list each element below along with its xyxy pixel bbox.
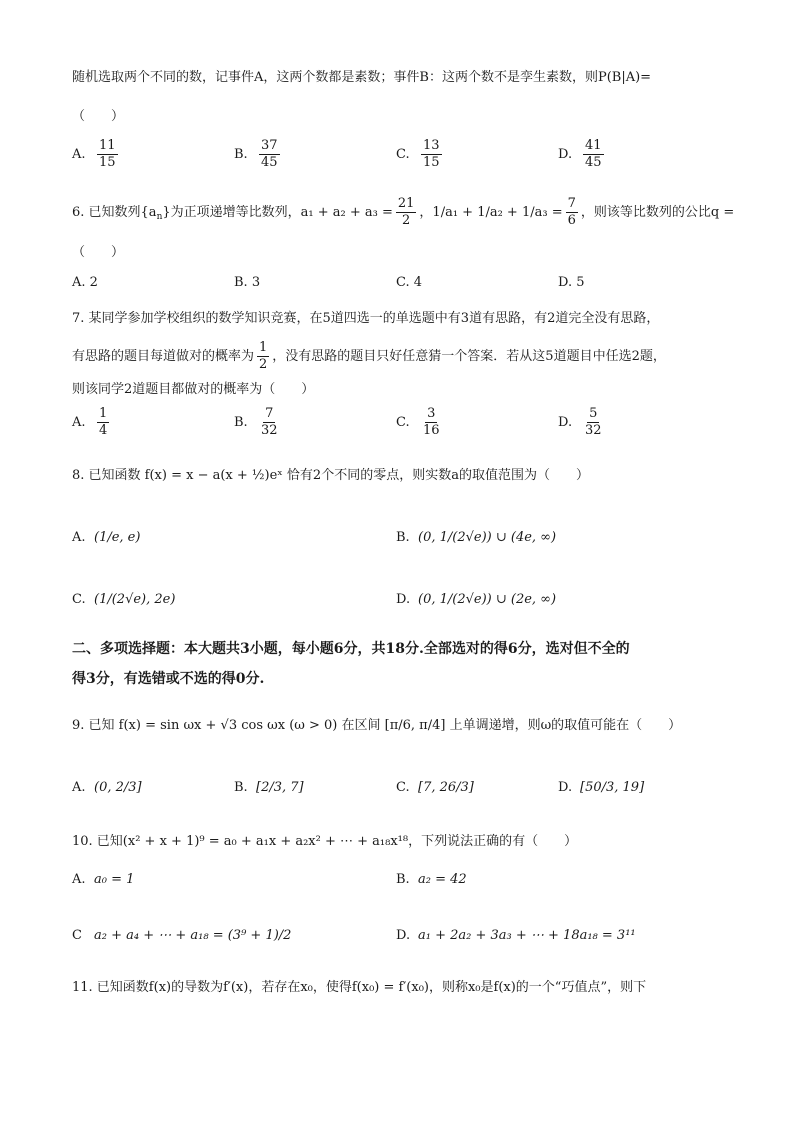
q8-stem-line: 8. 已知函数 f(x) = x − a(x + ½)eˣ 恰有2个不同的零点，则实数a的取值范围为（ ） xyxy=(72,468,589,483)
option-value: 2 xyxy=(89,275,98,290)
option-label: C. xyxy=(396,780,410,795)
q8-option-b[interactable] xyxy=(396,530,556,545)
q5-option-c[interactable] xyxy=(396,138,445,171)
q9-option-b[interactable] xyxy=(234,780,304,795)
q10-stem-line: 10. 已知(x² + x + 1)⁹ = a₀ + a₁x + a₂x² + ⋯ + a₁₈x¹⁸，下列说法正确的有（ ） xyxy=(72,834,578,849)
option-label: B. xyxy=(234,780,248,795)
option-label: C. xyxy=(396,275,410,290)
option-label: B. xyxy=(234,275,248,290)
q7-option-c[interactable] xyxy=(396,406,445,439)
option-label: A. xyxy=(72,415,86,430)
q7-option-b[interactable] xyxy=(234,406,283,439)
option-value: 5 xyxy=(576,275,585,290)
option-label: A. xyxy=(72,275,86,290)
option-expression: a₀ = 1 xyxy=(94,872,135,887)
option-label: D. xyxy=(558,415,573,430)
option-expression: a₁ + 2a₂ + 3a₃ + ⋯ + 18a₁₈ = 3¹¹ xyxy=(418,928,636,943)
option-label: B. xyxy=(396,872,410,887)
option-label: A. xyxy=(72,780,86,795)
q10-option-a[interactable] xyxy=(72,872,134,887)
option-fraction: $\frac{5}{32}$ xyxy=(585,406,602,438)
q8-option-a[interactable] xyxy=(72,530,140,545)
q7-option-a[interactable] xyxy=(72,406,112,439)
option-fraction: $\frac{1}{4}$ xyxy=(99,406,108,438)
q10-option-b[interactable] xyxy=(396,872,467,887)
option-expression: (0, 1/(2√e)) ∪ (2e, ∞) xyxy=(418,592,557,607)
option-expression: (1/e, e) xyxy=(94,530,141,545)
q9-option-d[interactable] xyxy=(558,780,644,795)
option-label: A. xyxy=(72,147,86,162)
option-expression: a₂ = 42 xyxy=(418,872,467,887)
option-label: C. xyxy=(72,592,86,607)
q6-answer-paren: （ ） xyxy=(72,245,125,260)
q9-option-c[interactable] xyxy=(396,780,474,795)
option-fraction: $\frac{3}{16}$ xyxy=(423,406,440,438)
option-fraction: $\frac{13}{15}$ xyxy=(423,138,440,170)
option-fraction: $\frac{41}{45}$ xyxy=(585,138,602,170)
option-value: 4 xyxy=(413,275,423,290)
option-label: A. xyxy=(72,530,86,545)
option-label: B. xyxy=(234,415,248,430)
q9-stem-line: 9. 已知 f(x) = sin ωx + √3 cos ωx (ω > 0) 在区间 [π/6, π/4] 上单调递增，则ω的取值可能在（ ） xyxy=(72,718,682,733)
q5-answer-paren: （ ） xyxy=(72,109,125,124)
option-label: D. xyxy=(558,147,573,162)
option-expression: (0, 1/(2√e)) ∪ (4e, ∞) xyxy=(418,530,557,545)
option-fraction: $\frac{11}{15}$ xyxy=(99,138,116,170)
q5-option-b[interactable] xyxy=(234,138,283,171)
q6-option-b[interactable] xyxy=(234,275,260,290)
q6-option-d[interactable] xyxy=(558,275,585,290)
q8-option-c[interactable] xyxy=(72,592,175,607)
option-label: D. xyxy=(396,592,411,607)
option-expression: [2/3, 7] xyxy=(256,780,304,795)
option-expression: [7, 26/3] xyxy=(418,780,474,795)
q8-option-d[interactable] xyxy=(396,592,556,607)
q5-stem-line: 随机选取两个不同的数，记事件A，这两个数都是素数；事件B：这两个数不是孪生素数，则P(B|A)= xyxy=(72,70,652,85)
option-expression: (1/(2√e), 2e) xyxy=(94,592,176,607)
option-expression: a₂ + a₄ + ⋯ + a₁₈ = (3⁹ + 1)/2 xyxy=(94,928,292,943)
option-expression: [50/3, 19] xyxy=(580,780,645,795)
section-heading-line-1: 二、多项选择题：本大题共3小题，每小题6分，共18分.全部选对的得6分，选对但不全的 xyxy=(72,641,630,657)
option-label: C. xyxy=(396,415,410,430)
q5-option-d[interactable] xyxy=(558,138,607,171)
option-label: B. xyxy=(234,147,248,162)
option-expression: (0, 2/3] xyxy=(94,780,142,795)
q7-stem-line-3: 则该同学2道题目都做对的概率为（ ） xyxy=(72,382,315,397)
option-fraction: $\frac{7}{32}$ xyxy=(261,406,278,438)
option-label: A. xyxy=(72,872,86,887)
q7-option-d[interactable] xyxy=(558,406,607,439)
option-label: B. xyxy=(396,530,410,545)
section-heading-line-2: 得3分，有选错或不选的得0分. xyxy=(72,671,265,687)
option-label: C xyxy=(72,928,82,943)
q7-stem-line-1: 7. 某同学参加学校组织的数学知识竞赛，在5道四选一的单选题中有3道有思路，有2道完全没有思路， xyxy=(72,311,660,326)
q10-option-c[interactable] xyxy=(72,928,291,943)
q6-option-a[interactable] xyxy=(72,275,98,290)
option-label: D. xyxy=(558,275,573,290)
option-label: C. xyxy=(396,147,410,162)
option-fraction: $\frac{37}{45}$ xyxy=(261,138,278,170)
option-value: 3 xyxy=(251,275,261,290)
q7-stem-line-2: 有思路的题目每道做对的概率为 $\frac{1}{2}$ ，没有思路的题目只好任意猜一个答案．若从这5道题目中任选2题， xyxy=(72,340,666,372)
q6-stem-line: 6. 已知数列{a n }为正项递增等比数列，a₁ + a₂ + a₃ = $\frac{21}{2}$ ， 1/a₁ + 1/a₂ + 1/a₃ = $\frac{7}{6}$ ，则该等比数列的公比q = xyxy=(72,196,735,228)
option-label: D. xyxy=(558,780,573,795)
option-label: D. xyxy=(396,928,411,943)
q5-option-a[interactable] xyxy=(72,138,121,171)
q11-stem-line: 11. 已知函数f(x)的导数为f′(x)，若存在x₀，使得f(x₀) = f′(x₀)，则称x₀是f(x)的一个“巧值点”，则下 xyxy=(72,980,647,995)
q9-option-a[interactable] xyxy=(72,780,142,795)
q10-option-d[interactable] xyxy=(396,928,636,943)
q6-option-c[interactable] xyxy=(396,275,422,290)
